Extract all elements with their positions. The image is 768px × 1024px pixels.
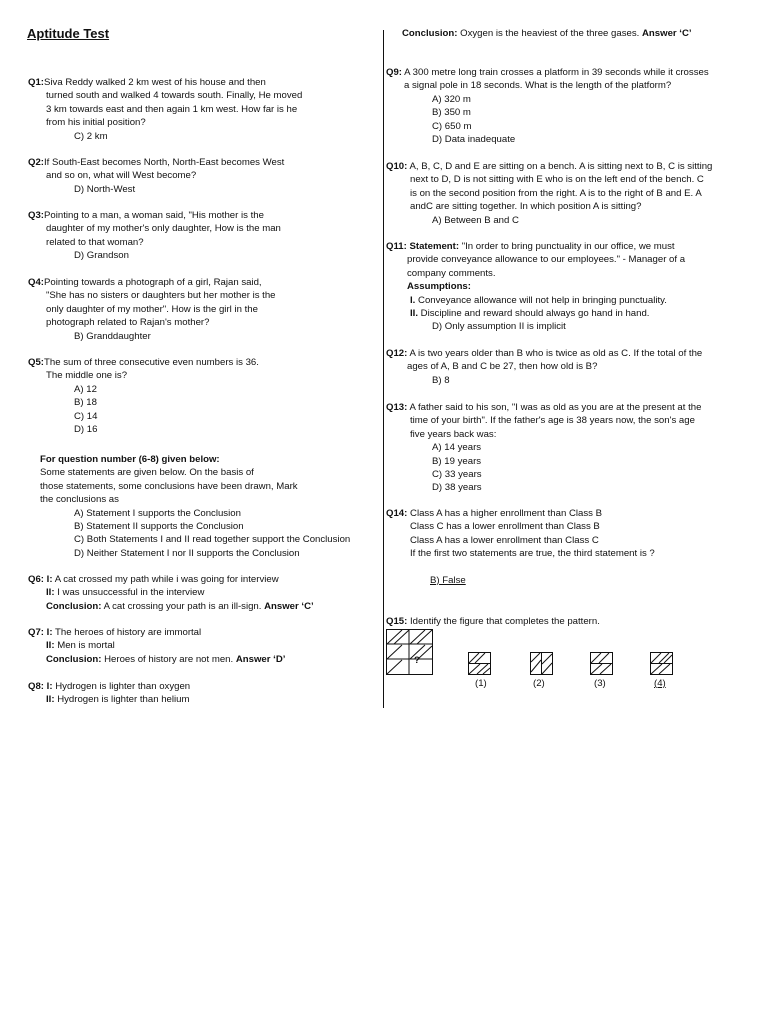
- option: A) 12: [74, 383, 97, 395]
- question-text: The middle one is?: [46, 370, 128, 382]
- question-number: Q2:: [28, 157, 44, 168]
- pattern-grid: [386, 629, 434, 675]
- assumption-label: II.: [410, 308, 418, 320]
- question-text: "In order to bring punctuality in our office, we must: [461, 241, 675, 252]
- question-text: company comments.: [407, 267, 496, 279]
- question-text: If the first two statements are true, the third statement is ?: [410, 548, 655, 560]
- question-text: five years back was:: [410, 428, 497, 440]
- statement-text: I was unsuccessful in the interview: [57, 587, 205, 599]
- conclusion-label: Conclusion:: [46, 600, 102, 612]
- option: A) 14 years: [432, 442, 482, 454]
- conclusion-text: Heroes of history are not men.: [104, 653, 234, 665]
- statement-text: A cat crossed my path while i was going for interview: [54, 574, 279, 585]
- question-number: Q4:: [28, 277, 44, 288]
- question-text: Siva Reddy walked 2 km west of his house and then: [44, 77, 266, 88]
- question-number: Q7:: [28, 627, 44, 638]
- option: A) 320 m: [432, 93, 471, 105]
- column-divider: [383, 30, 384, 708]
- question-number: Q8:: [28, 681, 44, 692]
- answer: D) Only assumption II is implicit: [432, 321, 566, 333]
- question-text: from his initial position?: [46, 117, 146, 129]
- statement-label: I:: [46, 574, 53, 585]
- option: B) 19 years: [432, 455, 482, 467]
- statement-text: The heroes of history are immortal: [55, 627, 202, 638]
- conclusion-text: Oxygen is the heaviest of the three gases.: [460, 28, 640, 39]
- conclusion-label: Conclusion:: [46, 653, 102, 665]
- conclusion-text: A cat crossing your path is an ill-sign.: [103, 600, 262, 612]
- option: B) Statement II supports the Conclusion: [74, 521, 244, 533]
- answer: B) False: [430, 574, 466, 586]
- option-figure-2[interactable]: [530, 652, 554, 676]
- question-5: [28, 356, 259, 436]
- question-number: Q5:: [28, 357, 44, 368]
- conclusion-label: Conclusion:: [402, 28, 458, 39]
- option-figure-3[interactable]: [590, 652, 614, 676]
- option-label-1: (1): [475, 678, 487, 689]
- question-text: A father said to his son, "I was as old as you are at the present at the: [409, 402, 702, 413]
- statement-text: Men is mortal: [57, 640, 115, 652]
- missing-figure-mark: ?: [414, 655, 420, 666]
- option-label-3: (3): [594, 678, 606, 689]
- question-text: provide conveyance allowance to our employees." - Manager of a: [407, 254, 686, 266]
- question-text: related to that woman?: [46, 236, 144, 248]
- question-text: Pointing towards a photograph of a girl, Rajan said,: [44, 277, 262, 288]
- statement-text: Hydrogen is lighter than oxygen: [55, 681, 191, 692]
- question-text: 3 km towards east and then again 1 km west. How far is he: [46, 103, 298, 115]
- question-number: Q6:: [28, 574, 44, 585]
- question-text: a signal pole in 18 seconds. What is the length of the platform?: [404, 80, 672, 92]
- question-number: Q13:: [386, 402, 408, 413]
- answer: D) Grandson: [74, 250, 129, 262]
- question-text: andC are sitting together. In which position A is sitting?: [410, 201, 642, 213]
- statement-label: II:: [46, 587, 55, 599]
- section-text: Some statements are given below. On the basis of: [40, 467, 254, 479]
- question-12: [386, 347, 702, 387]
- question-13: [386, 401, 701, 495]
- question-number: Q11:: [386, 241, 407, 252]
- answer: A) Between B and C: [432, 214, 519, 226]
- answer: Answer ‘D’: [235, 653, 286, 665]
- question-2: [28, 156, 284, 196]
- question-3: [28, 209, 281, 263]
- question-8-conclusion: [402, 27, 692, 40]
- question-14: [386, 507, 655, 587]
- question-number: Q15:: [386, 616, 408, 627]
- question-text: next to D, D is not sitting with E who is on the left end of the bench. C: [410, 174, 704, 186]
- option-label-4: (4): [654, 678, 666, 689]
- question-7: [28, 626, 285, 666]
- question-1: [28, 76, 302, 143]
- option-label-2: (2): [533, 678, 545, 689]
- question-text: is on the second position from the right. A is to the right of B and E. A: [410, 187, 702, 199]
- question-6: [28, 573, 314, 613]
- answer: Answer ‘C’: [264, 600, 314, 612]
- question-text: A is two years older than B who is twice as old as C. If the total of the: [409, 348, 703, 359]
- answer: Answer ‘C’: [641, 28, 692, 39]
- question-text: Identify the figure that completes the pattern.: [410, 616, 600, 627]
- question-4: [28, 276, 276, 343]
- question-text: If South-East becomes North, North-East becomes West: [44, 157, 285, 168]
- section-text: the conclusions as: [40, 494, 119, 506]
- question-number: Q14:: [386, 508, 408, 519]
- section-6-8-instructions: [28, 453, 350, 560]
- statement-label: II:: [46, 640, 55, 652]
- option: D) 16: [74, 424, 98, 436]
- answer: C) 2 km: [74, 130, 108, 142]
- assumption-label: I.: [410, 294, 416, 306]
- question-text: Class C has a lower enrollment than Class B: [410, 521, 600, 533]
- question-text: The sum of three consecutive even numbers is 36.: [44, 357, 259, 368]
- question-text: only daughter of my mother". How is the girl in the: [46, 303, 258, 315]
- option: D) 38 years: [432, 482, 482, 494]
- option: C) 650 m: [432, 120, 472, 132]
- question-text: Class A has a higher enrollment than Class B: [410, 508, 602, 519]
- option: A) Statement I supports the Conclusion: [74, 507, 241, 519]
- statement-text: Hydrogen is lighter than helium: [57, 694, 190, 706]
- question-11: [386, 240, 685, 334]
- option-figure-1[interactable]: [468, 652, 492, 676]
- page-title: Aptitude Test: [27, 26, 110, 41]
- question-text: A, B, C, D and E are sitting on a bench. A is sitting next to B, C is sitting: [409, 161, 713, 172]
- statement-label: I:: [46, 627, 53, 638]
- option: D) Neither Statement I nor II supports the Conclusion: [74, 547, 300, 559]
- statement-label: Statement:: [409, 241, 460, 252]
- option-figure-4[interactable]: [650, 652, 674, 676]
- option: C) 14: [74, 410, 98, 422]
- option: D) Data inadequate: [432, 134, 516, 146]
- statement-label: II:: [46, 694, 55, 706]
- question-number: Q12:: [386, 348, 408, 359]
- answer: D) North-West: [74, 183, 136, 195]
- question-text: daughter of my mother's only daughter, How is the man: [46, 223, 281, 235]
- option: B) 18: [74, 397, 97, 409]
- statement-label: I:: [46, 681, 53, 692]
- question-9: [386, 66, 709, 146]
- question-number: Q9:: [386, 67, 402, 78]
- question-text: Class A has a lower enrollment than Class C: [410, 534, 599, 546]
- question-text: "She has no sisters or daughters but her mother is the: [46, 290, 276, 302]
- question-text: turned south and walked 4 towards south. Finally, He moved: [46, 90, 303, 102]
- question-8: [28, 680, 190, 707]
- option: C) Both Statements I and II read together support the Conclusion: [74, 534, 351, 546]
- answer: B) Granddaughter: [74, 330, 151, 342]
- question-text: time of your birth". If the father's age is 38 years now, the son's age: [410, 415, 695, 427]
- question-text: ages of A, B and C be 27, then how old is B?: [407, 361, 598, 373]
- section-heading: For question number (6-8) given below:: [40, 454, 220, 465]
- question-text: A 300 metre long train crosses a platform in 39 seconds while it crosses: [404, 67, 709, 78]
- assumptions-label: Assumptions:: [407, 281, 471, 293]
- option: C) 33 years: [432, 469, 482, 481]
- answer: B) 8: [432, 374, 450, 386]
- question-10: [386, 160, 712, 227]
- option: B) 350 m: [432, 107, 471, 119]
- question-15: [386, 615, 600, 628]
- section-text: those statements, some conclusions have been drawn, Mark: [40, 480, 298, 492]
- question-text: photograph related to Rajan's mother?: [46, 317, 210, 329]
- question-text: Pointing to a man, a woman said, "His mother is the: [44, 210, 264, 221]
- question-number: Q1:: [28, 77, 44, 88]
- assumption-text: Discipline and reward should always go hand in hand.: [420, 308, 650, 320]
- question-number: Q10:: [386, 161, 408, 172]
- question-number: Q3:: [28, 210, 44, 221]
- assumption-text: Conveyance allowance will not help in bringing punctuality.: [418, 294, 667, 306]
- question-text: and so on, what will West become?: [46, 170, 197, 182]
